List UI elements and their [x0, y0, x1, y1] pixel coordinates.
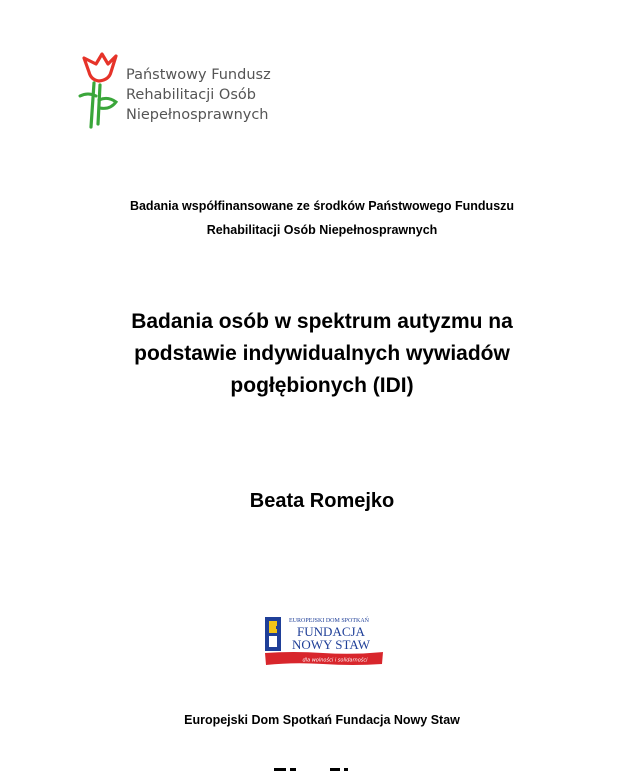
logo-line-1: FUNDACJA [297, 624, 365, 639]
pfron-wordmark [126, 65, 271, 125]
document-title [0, 306, 644, 402]
cutoff-text-fragment [0, 766, 644, 775]
logo-tagline: dla wolności i solidarności [302, 657, 368, 664]
pfron-line-1: Państwowy Fundusz [126, 67, 271, 83]
author-name: Beata Romejko [249, 490, 395, 512]
cofinancing-line-1: Badania współfinansowane ze środków Państwowego Funduszu [129, 199, 515, 213]
logo-line-2: NOWY STAW [292, 637, 370, 652]
foundation-name: Europejski Dom Spotkań Fundacja Nowy Staw [184, 713, 460, 727]
pfron-logo [78, 52, 298, 132]
logo-top-text: EUROPEJSKI DOM SPOTKAŃ [288, 618, 370, 624]
title-line-2: podstawie indywidualnych wywiadów [134, 342, 510, 365]
cofinancing-line-2: Rehabilitacji Osób Niepełnosprawnych [206, 223, 438, 237]
pfron-line-2: Rehabilitacji Osób [126, 87, 256, 103]
tulip-icon [78, 52, 122, 130]
fundacja-nowy-staw-logo [263, 614, 385, 668]
title-line-1: Badania osób w spektrum autyzmu na [131, 310, 513, 333]
pfron-line-3: Niepełnosprawnych [126, 107, 269, 123]
title-line-3: pogłębionych (IDI) [230, 374, 414, 397]
cofinancing-note [0, 194, 644, 242]
